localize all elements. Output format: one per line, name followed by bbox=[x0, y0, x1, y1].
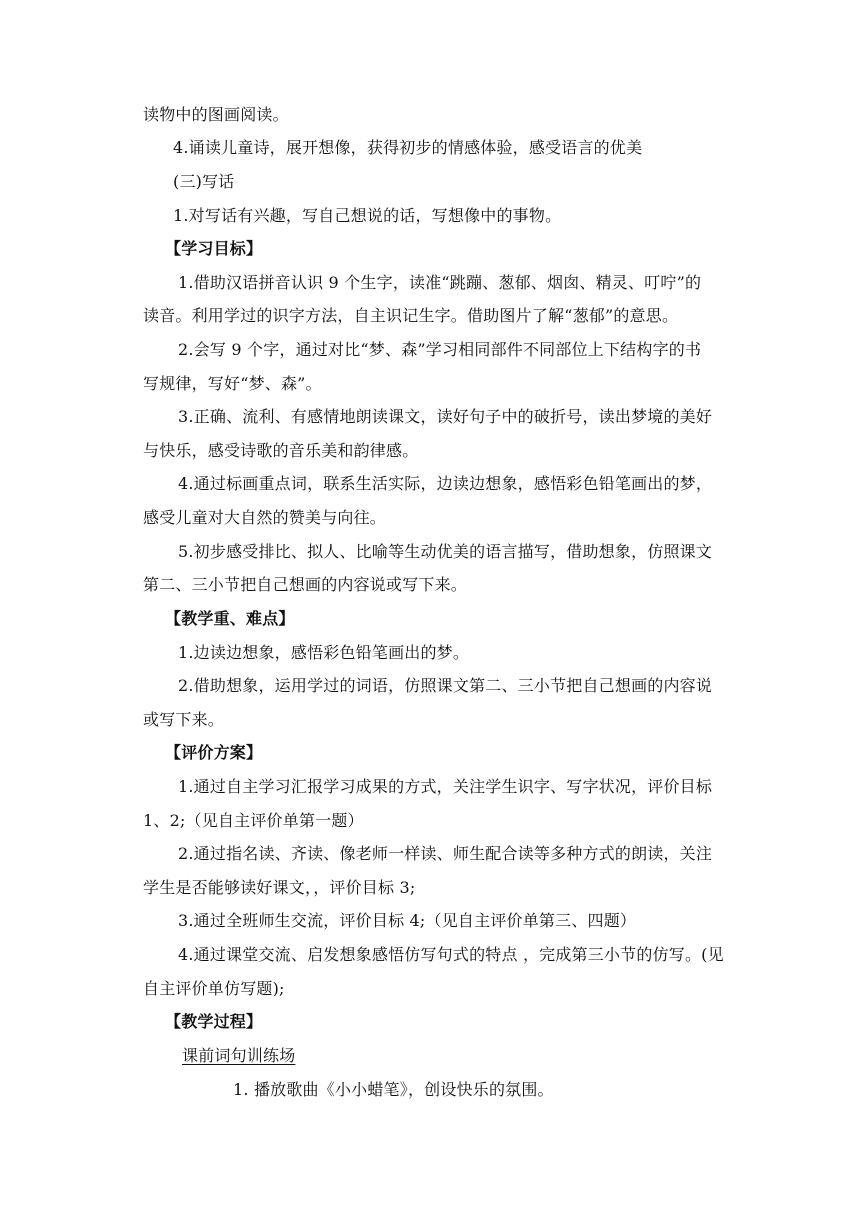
text-line: 或写下来。 bbox=[143, 710, 225, 729]
text-line: 读物中的图画阅读。 bbox=[143, 105, 289, 124]
heading-key-points: 【教学重、难点】 bbox=[165, 609, 295, 628]
list-item: 1. 播放歌曲《小小蜡笔》，创设快乐的氛围。 bbox=[233, 1080, 554, 1099]
text-line: 1.边读边想象，感悟彩色铅笔画出的梦。 bbox=[178, 643, 470, 662]
text-line: 读音。利用学过的识字方法，自主识记生字。借助图片了解“葱郁”的意思。 bbox=[143, 306, 679, 325]
text-line: 1.借助汉语拼音认识 9 个生字，读准“跳蹦、葱郁、烟囱、精灵、叮咛”的 bbox=[178, 273, 702, 292]
text-line: 3.通过全班师生交流，评价目标 4;（见自主评价单第三、四题） bbox=[178, 911, 637, 930]
text-line: 1.通过自主学习汇报学习成果的方式，关注学生识字、写字状况，评价目标 bbox=[178, 777, 713, 796]
text-line: 3.正确、流利、有感情地朗读课文，读好句子中的破折号，读出梦境的美好 bbox=[178, 407, 713, 426]
heading-evaluation: 【评价方案】 bbox=[165, 743, 263, 762]
subheading-warmup: 课前词句训练场 bbox=[182, 1046, 296, 1065]
heading-teaching-process: 【教学过程】 bbox=[165, 1012, 263, 1031]
heading-learning-goals: 【学习目标】 bbox=[165, 239, 263, 258]
text-line: 2.通过指名读、齐读、像老师一样读、师生配合读等多种方式的朗读，关注 bbox=[178, 844, 713, 863]
text-line: 写规律，写好“梦、森”。 bbox=[143, 374, 322, 393]
text-line: 自主评价单仿写题); bbox=[143, 979, 285, 998]
text-line: 学生是否能够读好课文，，评价目标 3; bbox=[143, 878, 416, 897]
text-line: 4.诵读儿童诗，展开想像，获得初步的情感体验，感受语言的优美 bbox=[173, 138, 643, 157]
text-line: 感受儿童对大自然的赞美与向往。 bbox=[143, 508, 387, 527]
text-line: 2.会写 9 个字，通过对比“梦、森”学习相同部件不同部位上下结构字的书 bbox=[178, 340, 702, 359]
text-line: 1.对写话有兴趣，写自己想说的话，写想像中的事物。 bbox=[173, 206, 562, 225]
text-line: 与快乐，感受诗歌的音乐美和韵律感。 bbox=[143, 441, 419, 460]
text-line: 1、2;（见自主评价单第一题） bbox=[143, 811, 364, 830]
text-line: 4.通过标画重点词，联系生活实际，边读边想象，感悟彩色铅笔画出的梦， bbox=[178, 474, 713, 493]
text-line: 5.初步感受排比、拟人、比喻等生动优美的语言描写，借助想象，仿照课文 bbox=[178, 542, 713, 561]
text-line: 2.借助想象，运用学过的词语，仿照课文第二、三小节把自己想画的内容说 bbox=[178, 676, 713, 695]
text-line: 4.通过课堂交流、启发想象感悟仿写句式的特点 ，完成第三小节的仿写。(见 bbox=[178, 945, 724, 964]
text-line: 第二、三小节把自己想画的内容说或写下来。 bbox=[143, 575, 468, 594]
section-heading: (三)写话 bbox=[173, 172, 235, 191]
